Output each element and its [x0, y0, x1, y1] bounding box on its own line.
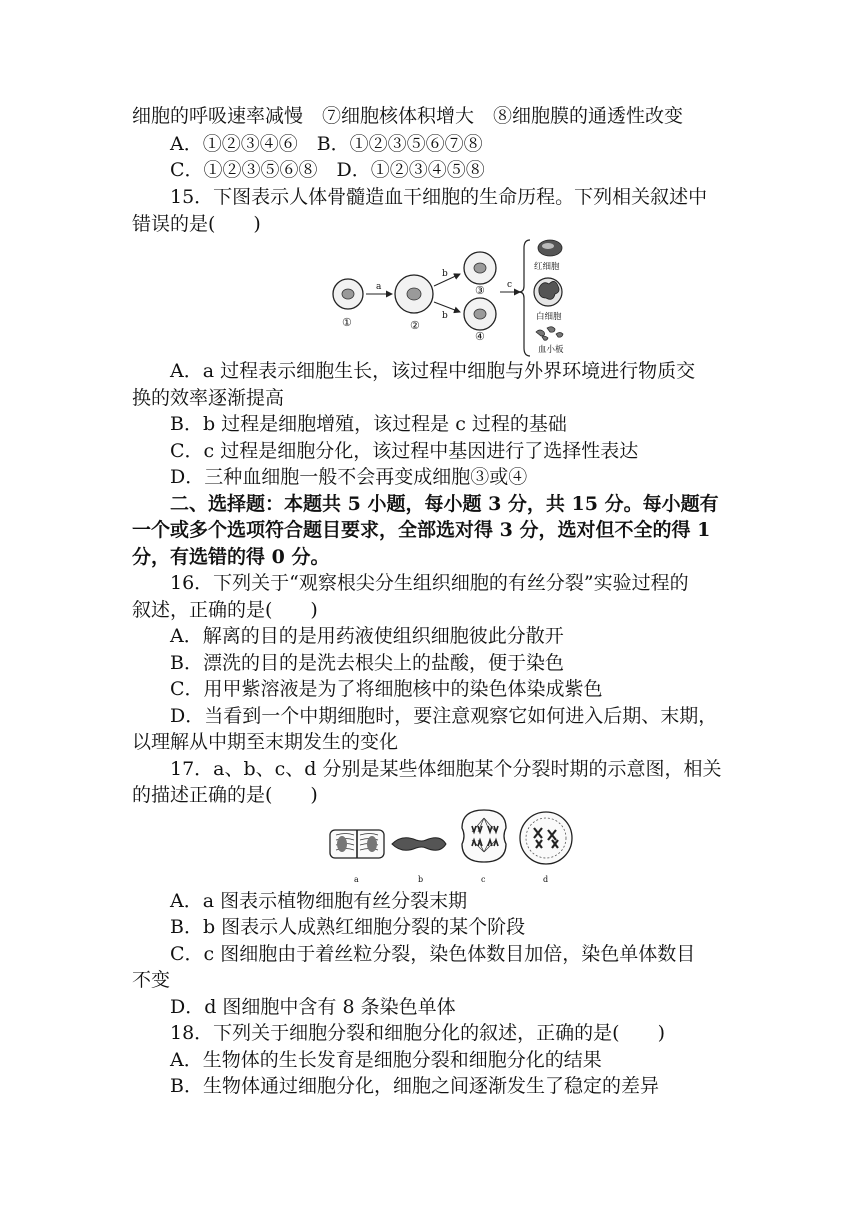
- q15-option-b: B．b 过程是细胞增殖，该过程是 c 过程的基础: [170, 413, 567, 435]
- q18-option-a: A．生物体的生长发育是细胞分裂和细胞分化的结果: [170, 1049, 602, 1071]
- q18-stem: 18．下列关于细胞分裂和细胞分化的叙述，正确的是( ): [170, 1022, 666, 1044]
- q14-options-ab: A．①②③④⑥ B．①②③⑤⑥⑦⑧: [170, 133, 483, 155]
- figure-a: [330, 830, 384, 884]
- arrow-b-up-label: b: [442, 269, 448, 279]
- white-blood-cell: [534, 278, 562, 322]
- cell-3-label: ③: [475, 284, 485, 297]
- q17-option-c: C．c 图细胞由于着丝粒分裂，染色体数目加倍，染色单体数目: [170, 943, 696, 965]
- section-2-heading-cont2: 分，有选错的得 0 分。: [132, 546, 330, 568]
- cell-3: [464, 252, 496, 297]
- q17-stem: 17．a、b、c、d 分别是某些体细胞某个分裂时期的示意图，相关: [170, 758, 722, 780]
- q15-stem-cont: 错误的是( ): [132, 213, 261, 235]
- cell-1: [333, 279, 363, 329]
- q14-continuation: 细胞的呼吸速率减慢 ⑦细胞核体积增大 ⑧细胞膜的通透性改变: [132, 105, 684, 127]
- q16-option-b: B．漂洗的目的是洗去根尖上的盐酸，便于染色: [170, 652, 564, 674]
- red-blood-cell: [534, 240, 562, 272]
- cell-2: [395, 275, 433, 332]
- figure-a-label: a: [354, 875, 359, 884]
- platelets: [536, 327, 564, 355]
- cell-1-label: ①: [342, 316, 352, 329]
- red-blood-cell-label: 红细胞: [534, 262, 560, 272]
- q16-option-a: A．解离的目的是用药液使组织细胞彼此分散开: [170, 625, 564, 647]
- q17-option-c-cont: 不变: [132, 969, 171, 991]
- figure-c: [462, 810, 506, 884]
- q16-option-d: D．当看到一个中期细胞时，要注意观察它如何进入后期、末期，: [170, 705, 718, 727]
- q17-option-b: B．b 图表示人成熟红细胞分裂的某个阶段: [170, 916, 526, 938]
- section-2-heading: 二、选择题：本题共 5 小题，每小题 3 分，共 15 分。每小题有: [170, 493, 719, 515]
- figure-b: [392, 838, 446, 884]
- brace: [519, 240, 530, 356]
- white-blood-cell-label: 白细胞: [536, 312, 562, 322]
- figure-c-label: c: [481, 875, 486, 884]
- q16-stem-cont: 叙述，正确的是( ): [132, 599, 318, 621]
- q15-stem: 15．下图表示人体骨髓造血干细胞的生命历程。下列相关叙述中: [170, 186, 708, 208]
- q15-option-c: C．c 过程是细胞分化，该过程中基因进行了选择性表达: [170, 440, 639, 462]
- cell-4: [464, 298, 496, 343]
- platelets-label: 血小板: [538, 345, 564, 355]
- q17-stem-cont: 的描述正确的是( ): [132, 784, 318, 806]
- q15-option-d: D．三种血细胞一般不会再变成细胞③或④: [170, 466, 528, 488]
- figure-d: [520, 812, 572, 884]
- q17-option-d: D．d 图细胞中含有 8 条染色单体: [170, 996, 456, 1018]
- q16-stem: 16．下列关于“观察根尖分生组织细胞的有丝分裂”实验过程的: [170, 572, 689, 594]
- q17-option-a: A．a 图表示植物细胞有丝分裂末期: [170, 890, 468, 912]
- q16-option-d-cont: 以理解从中期至末期发生的变化: [132, 731, 399, 753]
- figure-d-label: d: [543, 875, 549, 884]
- arrow-c-label: c: [507, 280, 513, 290]
- cell-4-label: ④: [475, 330, 485, 343]
- q15-figure: [326, 236, 576, 358]
- arrow-b-down-label: b: [442, 311, 448, 321]
- figure-b-label: b: [418, 875, 424, 884]
- cell-2-label: ②: [410, 319, 420, 332]
- q15-option-a: A．a 过程表示细胞生长，该过程中细胞与外界环境进行物质交: [170, 360, 696, 382]
- section-2-heading-cont1: 一个或多个选项符合题目要求，全部选对得 3 分，选对但不全的得 1: [132, 519, 711, 541]
- q17-figure: [326, 802, 578, 888]
- q16-option-c: C．用甲紫溶液是为了将细胞核中的染色体染成紫色: [170, 678, 603, 700]
- q15-option-a-cont: 换的效率逐渐提高: [132, 387, 285, 409]
- q18-option-b: B．生物体通过细胞分化，细胞之间逐渐发生了稳定的差异: [170, 1075, 659, 1097]
- arrow-a-label: a: [376, 282, 382, 292]
- q14-options-cd: C．①②③⑤⑥⑧ D．①②③④⑤⑧: [170, 159, 485, 181]
